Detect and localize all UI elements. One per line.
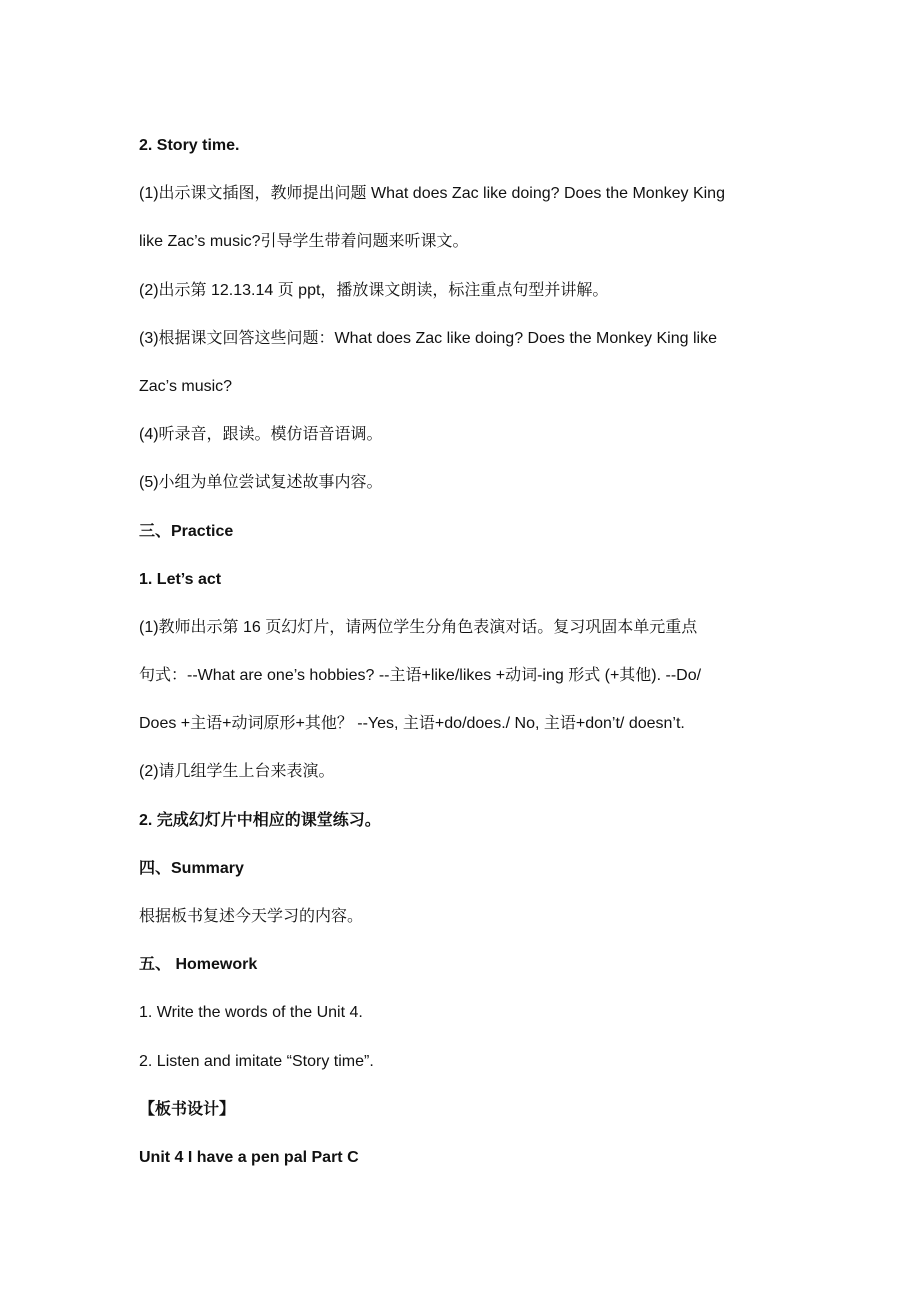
document-page bbox=[139, 122, 799, 1182]
board-design-title: Unit 4 I have a pen pal Part C bbox=[139, 1148, 359, 1166]
section-heading-practice: 三、Practice bbox=[139, 522, 234, 540]
story-step-1-line-1: (1)出示课文插图，教师提出问题 What does Zac like doing? Does the Monkey King bbox=[139, 185, 725, 203]
board-design-heading: 【板书设计】 bbox=[139, 1100, 236, 1118]
subheading-lets-act: 1. Let’s act bbox=[139, 570, 222, 588]
story-step-3-line-2: Zac’s music? bbox=[139, 377, 233, 395]
section-heading-homework: 五、 Homework bbox=[139, 956, 258, 974]
homework-item-2: 2. Listen and imitate “Story time”. bbox=[139, 1052, 374, 1070]
homework-item-1: 1. Write the words of the Unit 4. bbox=[139, 1004, 363, 1022]
act-step-1-line-3: Does +主语+动词原形+其他？ --Yes, 主语+do/does./ No, 主语+don’t/ doesn’t. bbox=[139, 715, 685, 733]
story-step-1-line-2: like Zac’s music?引导学生带着问题来听课文。 bbox=[139, 233, 469, 251]
section-heading-summary: 四、Summary bbox=[139, 859, 244, 877]
act-step-1-line-2: 句式：--What are one’s hobbies? --主语+like/likes +动词-ing 形式 (+其他). --Do/ bbox=[139, 667, 702, 685]
story-step-4: (4)听录音，跟读。模仿语音语调。 bbox=[139, 426, 383, 444]
story-step-2: (2)出示第 12.13.14 页 ppt，播放课文朗读，标注重点句型并讲解。 bbox=[139, 281, 609, 299]
subheading-slide-exercises: 2. 完成幻灯片中相应的课堂练习。 bbox=[139, 811, 381, 829]
story-step-3-line-1: (3)根据课文回答这些问题：What does Zac like doing? Does the Monkey King like bbox=[139, 329, 717, 347]
section-heading-story-time: 2. Story time. bbox=[139, 137, 240, 154]
story-step-5: (5)小组为单位尝试复述故事内容。 bbox=[139, 474, 383, 492]
summary-text: 根据板书复述今天学习的内容。 bbox=[139, 908, 364, 925]
act-step-1-line-1: (1)教师出示第 16 页幻灯片，请两位学生分角色表演对话。复习巩固本单元重点 bbox=[139, 618, 698, 636]
act-step-2: (2)请几组学生上台来表演。 bbox=[139, 763, 335, 781]
